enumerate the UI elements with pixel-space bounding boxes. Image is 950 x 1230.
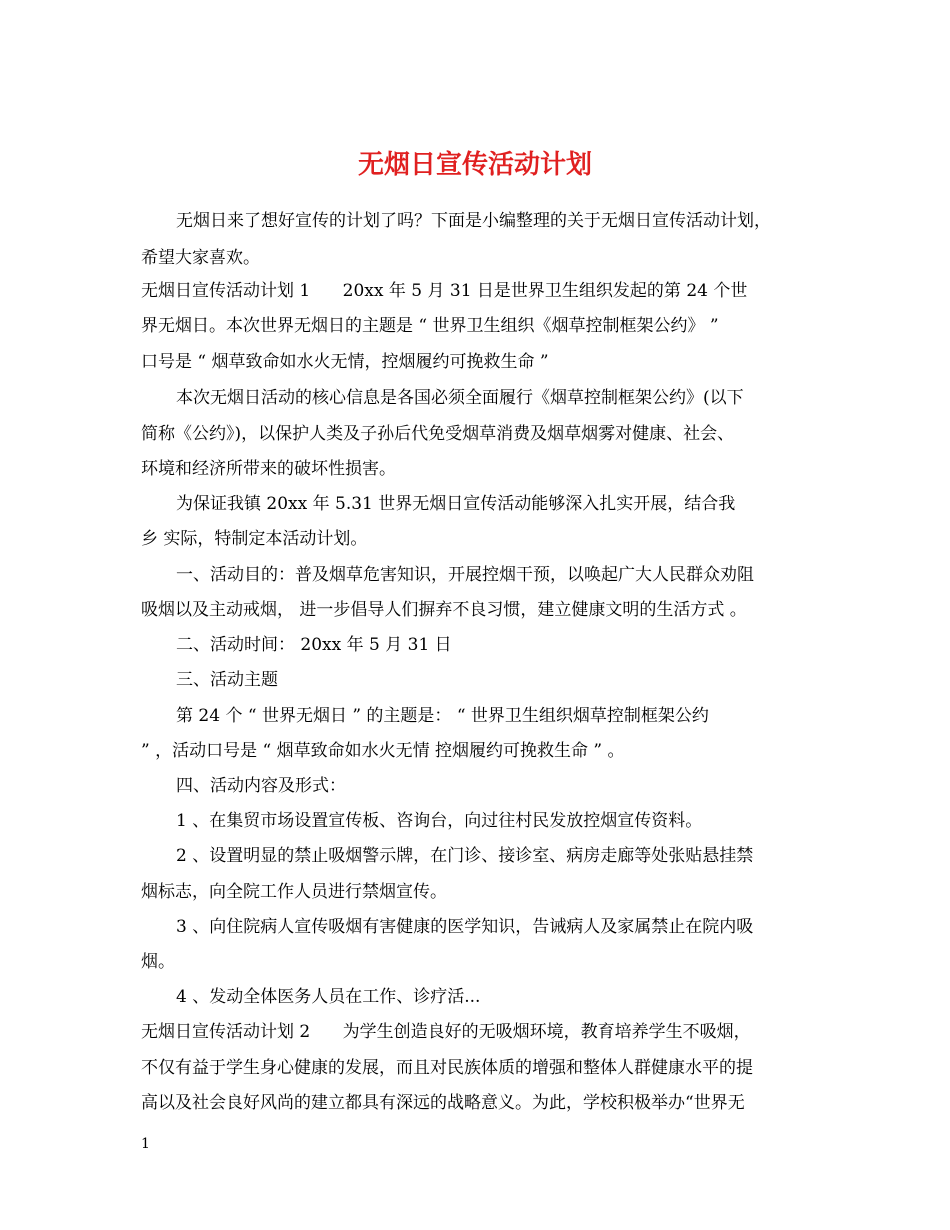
body-line-3: 无烟日宣传活动计划 1 20xx 年 5 月 31 日是世界卫生组织发起的第 24 个世 <box>141 281 748 301</box>
body-line-19: 2 、设置明显的禁止吸烟警示牌，在门诊、接诊室、病房走廊等处张贴悬挂禁 <box>176 846 754 866</box>
body-line-16: ” ，活动口号是 “ 烟草致命如水火无情 控烟履约可挽救生命 ” 。 <box>141 741 625 761</box>
body-line-2: 希望大家喜欢。 <box>141 248 260 268</box>
body-line-4: 界无烟日。本次世界无烟日的主题是 “ 世界卫生组织《烟草控制框架公约》 ” <box>141 316 719 336</box>
document-title: 无烟日宣传活动计划 <box>357 150 592 181</box>
body-line-23: 4 、发动全体医务人员在工作、诊疗活... <box>176 987 481 1007</box>
body-line-14: 三、活动主题 <box>176 670 278 690</box>
body-line-8: 环境和经济所带来的破坏性损害。 <box>141 459 396 479</box>
body-line-7: 简称《公约》)，以保护人类及子孙后代免受烟草消费及烟草烟雾对健康、社会、 <box>141 424 735 444</box>
body-line-5: 口号是 “ 烟草致命如水火无情，控烟履约可挽救生命 ” <box>141 352 549 372</box>
body-line-9: 为保证我镇 20xx 年 5.31 世界无烟日宣传活动能够深入扎实开展，结合我 <box>176 494 736 514</box>
body-line-24: 无烟日宣传活动计划 2 为学生创造良好的无吸烟环境，教育培养学生不吸烟， <box>141 1022 751 1042</box>
body-line-12: 吸烟以及主动戒烟， 进一步倡导人们摒弃不良习惯，建立健康文明的生活方式 。 <box>141 600 747 620</box>
body-line-18: 1 、在集贸市场设置宣传板、咨询台，向过往村民发放控烟宣传资料。 <box>176 811 703 831</box>
body-line-22: 烟。 <box>141 952 175 972</box>
page-number: 1 <box>141 1136 150 1152</box>
body-line-21: 3 、向住院病人宣传吸烟有害健康的医学知识，告诫病人及家属禁止在院内吸 <box>176 917 754 937</box>
body-line-6: 本次无烟日活动的核心信息是各国必须全面履行《烟草控制框架公约》(以下 <box>176 388 744 408</box>
body-line-20: 烟标志，向全院工作人员进行禁烟宣传。 <box>141 882 447 902</box>
body-line-11: 一、活动目的：普及烟草危害知识，开展控烟干预，以唤起广大人民群众劝阻 <box>176 565 754 585</box>
body-line-15: 第 24 个 “ 世界无烟日 ” 的主题是： “ 世界卫生组织烟草控制框架公约 <box>176 706 709 726</box>
body-line-10: 乡 实际，特制定本活动计划。 <box>141 529 368 549</box>
body-line-25: 不仅有益于学生身心健康的发展，而且对民族体质的增强和整体人群健康水平的提 <box>141 1058 753 1078</box>
body-line-1: 无烟日来了想好宣传的计划了吗？下面是小编整理的关于无烟日宣传活动计划， <box>176 211 771 231</box>
body-line-13: 二、活动时间： 20xx 年 5 月 31 日 <box>176 635 452 655</box>
body-line-17: 四、活动内容及形式： <box>176 776 346 796</box>
body-line-26: 高以及社会良好风尚的建立都具有深远的战略意义。为此，学校积极举办“世界无 <box>141 1093 745 1113</box>
